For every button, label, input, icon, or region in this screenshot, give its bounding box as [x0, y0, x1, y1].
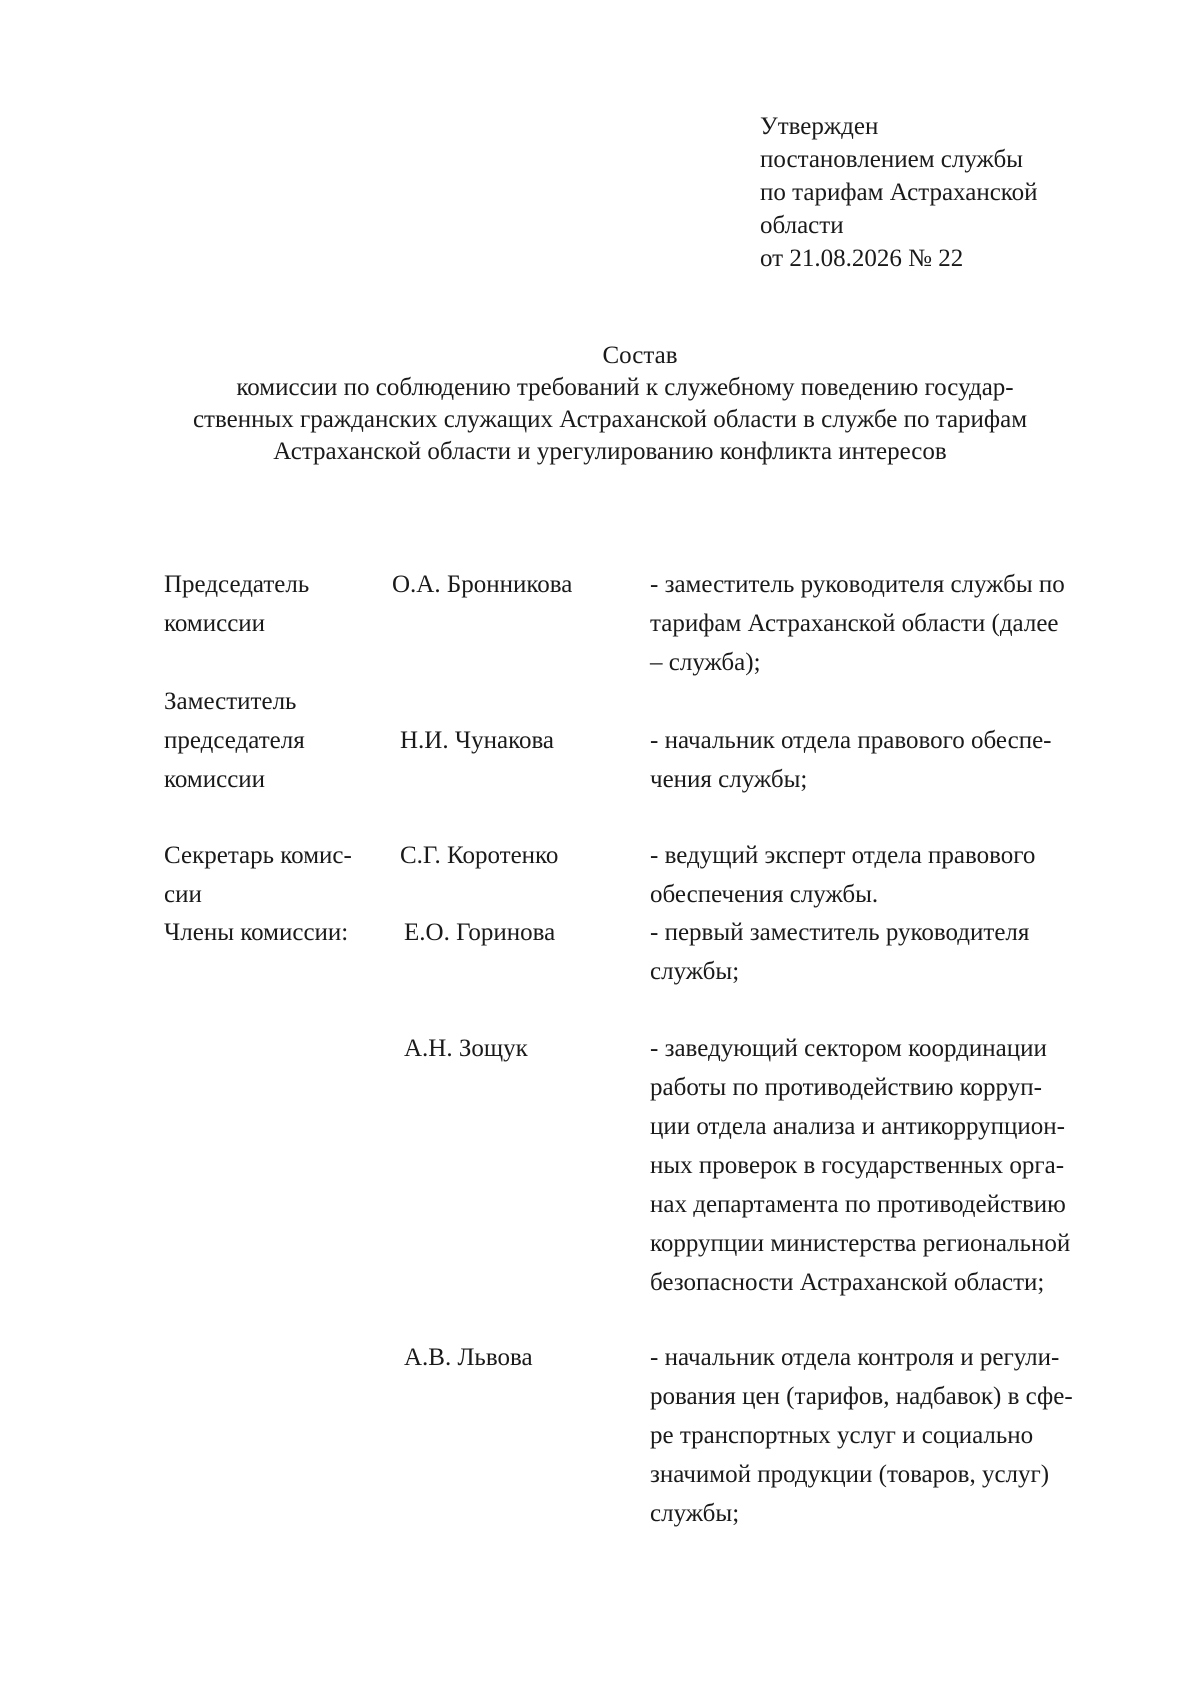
- member-description: - начальник отдела контроля и регули- рования цен (тарифов, надбавок) в сфе- ре транспортных услуг и социально значимой продукции (товаров, услуг) службы;: [650, 1344, 1073, 1527]
- member-description: - начальник отдела правового обеспе- чения службы;: [650, 727, 1052, 793]
- approval-line: по тарифам Астраханской: [760, 179, 1038, 206]
- member-name: Е.О. Горинова: [404, 919, 556, 946]
- member-role: Председатель комиссии: [164, 571, 310, 637]
- member-description: - заместитель руководителя службы по тарифам Астраханской области (далее – служба);: [650, 571, 1065, 676]
- member-description: - ведущий эксперт отдела правового обеспечения службы.: [650, 842, 1036, 908]
- document-heading: [150, 340, 1070, 468]
- heading-line: ственных гражданских служащих Астраханской области в службе по тарифам: [192, 406, 1028, 433]
- member-name: О.А. Бронникова: [392, 571, 573, 598]
- heading-line: комиссии по соблюдению требований к служебному поведению государ-: [236, 374, 1014, 401]
- member-name: А.Н. Зощук: [404, 1035, 528, 1062]
- member-name: С.Г. Коротенко: [400, 842, 559, 869]
- member-name: Н.И. Чунакова: [400, 727, 555, 754]
- approval-line: Утвержден: [760, 113, 879, 140]
- member-role: Секретарь комис- сии: [164, 842, 352, 908]
- heading-title: Состав: [602, 342, 678, 369]
- heading-line: Астраханской области и урегулированию конфликта интересов: [273, 438, 947, 465]
- approval-stamp: [760, 110, 1038, 275]
- approval-line: от 21.08.2026 № 22: [760, 245, 964, 272]
- approval-line: области: [760, 212, 844, 239]
- member-role: Члены комиссии:: [164, 919, 349, 946]
- member-name: А.В. Львова: [404, 1344, 533, 1371]
- member-role: Заместитель председателя комиссии: [164, 688, 305, 793]
- approval-line: постановлением службы: [760, 146, 1023, 173]
- member-description: - заведующий сектором координации работы по противодействию корруп- ции отдела анализа и антикоррупцион- ных проверок в государственных орга- нах департамента по противодействию коррупции министерства региональной безопасности Астраханской области;: [650, 1035, 1071, 1296]
- member-description: - первый заместитель руководителя службы;: [650, 919, 1030, 985]
